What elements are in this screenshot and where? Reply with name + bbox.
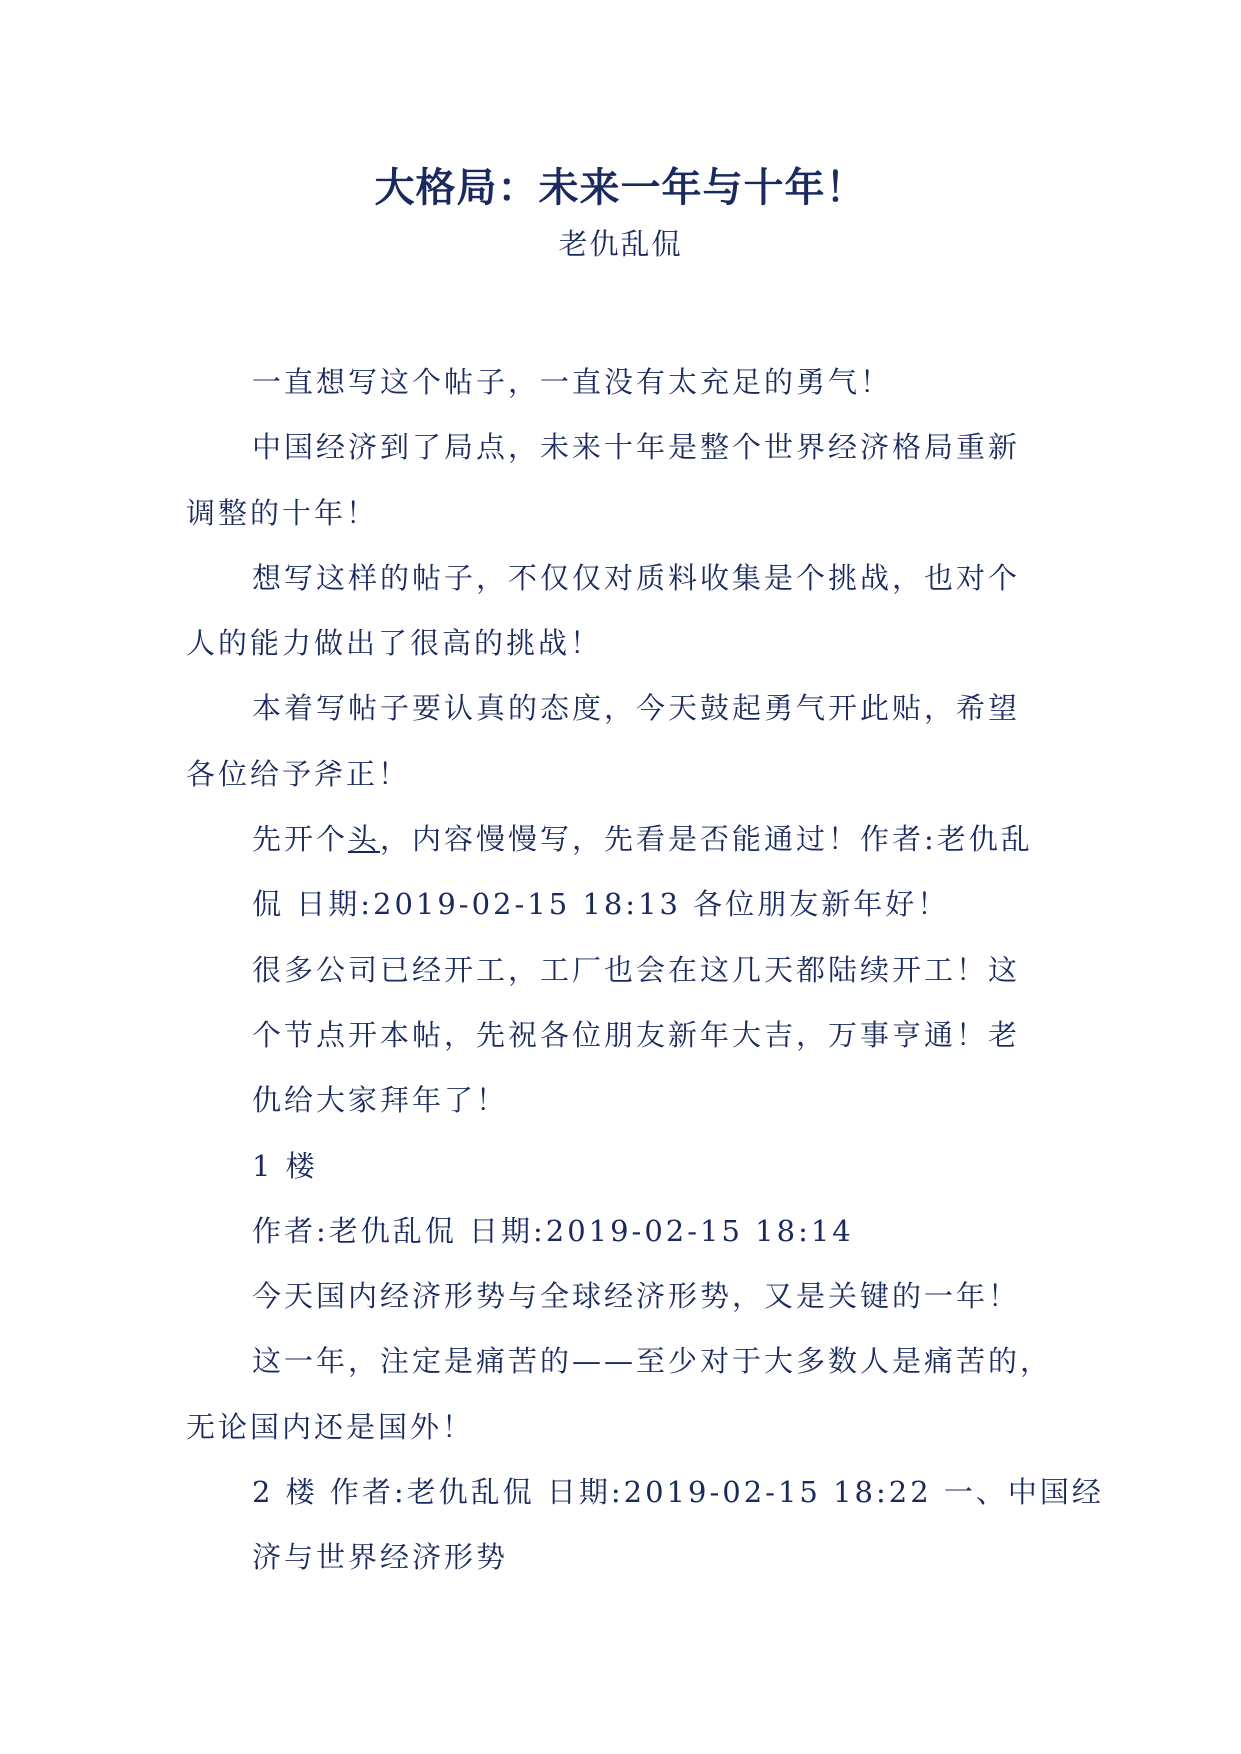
body-line: 仇给大家拜年了！ — [252, 1083, 509, 1118]
post-meta: 作者:老仇乱侃 日期:2019-02-15 18:14 — [252, 1213, 854, 1248]
body-text-fragment: ，内容慢慢写，先看是否能通过！作者:老仇乱 — [380, 822, 1033, 857]
body-line: 本着写帖子要认真的态度，今天鼓起勇气开此贴，希望 — [252, 691, 1021, 726]
section-heading: 济与世界经济形势 — [252, 1540, 509, 1575]
body-line: 各位给予斧正！ — [186, 756, 411, 791]
body-line: 今天国内经济形势与全球经济形势，又是关键的一年！ — [252, 1279, 1021, 1314]
document-title: 大格局：未来一年与十年！ — [374, 165, 867, 211]
floor-label: 1 楼 — [252, 1148, 318, 1183]
underlined-word: 头 — [348, 822, 381, 857]
document-author: 老仇乱侃 — [558, 227, 683, 261]
body-line: 很多公司已经开工，工厂也会在这几天都陆续开工！这 — [252, 952, 1021, 987]
document-body — [186, 350, 1104, 1591]
post-meta: 2 楼 作者:老仇乱侃 日期:2019-02-15 18:22 一、中国经 — [252, 1475, 1104, 1510]
body-line: 调整的十年！ — [186, 495, 379, 530]
body-line — [186, 807, 1086, 872]
body-line: 一直想写这个帖子，一直没有太充足的勇气！ — [252, 365, 893, 399]
body-line: 人的能力做出了很高的挑战！ — [186, 626, 603, 661]
body-line: 这一年，注定是痛苦的——至少对于大多数人是痛苦的， — [252, 1344, 1053, 1379]
body-line: 无论国内还是国外！ — [186, 1409, 475, 1444]
body-line: 想写这样的帖子，不仅仅对质料收集是个挑战，也对个 — [252, 560, 1021, 595]
body-line: 侃 日期:2019-02-15 18:13 各位朋友新年好！ — [252, 887, 950, 922]
body-line: 个节点开本帖，先祝各位朋友新年大吉，万事亨通！老 — [252, 1017, 1021, 1052]
body-text-fragment: 先开个 — [252, 822, 349, 857]
body-line: 中国经济到了局点，未来十年是整个世界经济格局重新 — [252, 430, 1021, 465]
